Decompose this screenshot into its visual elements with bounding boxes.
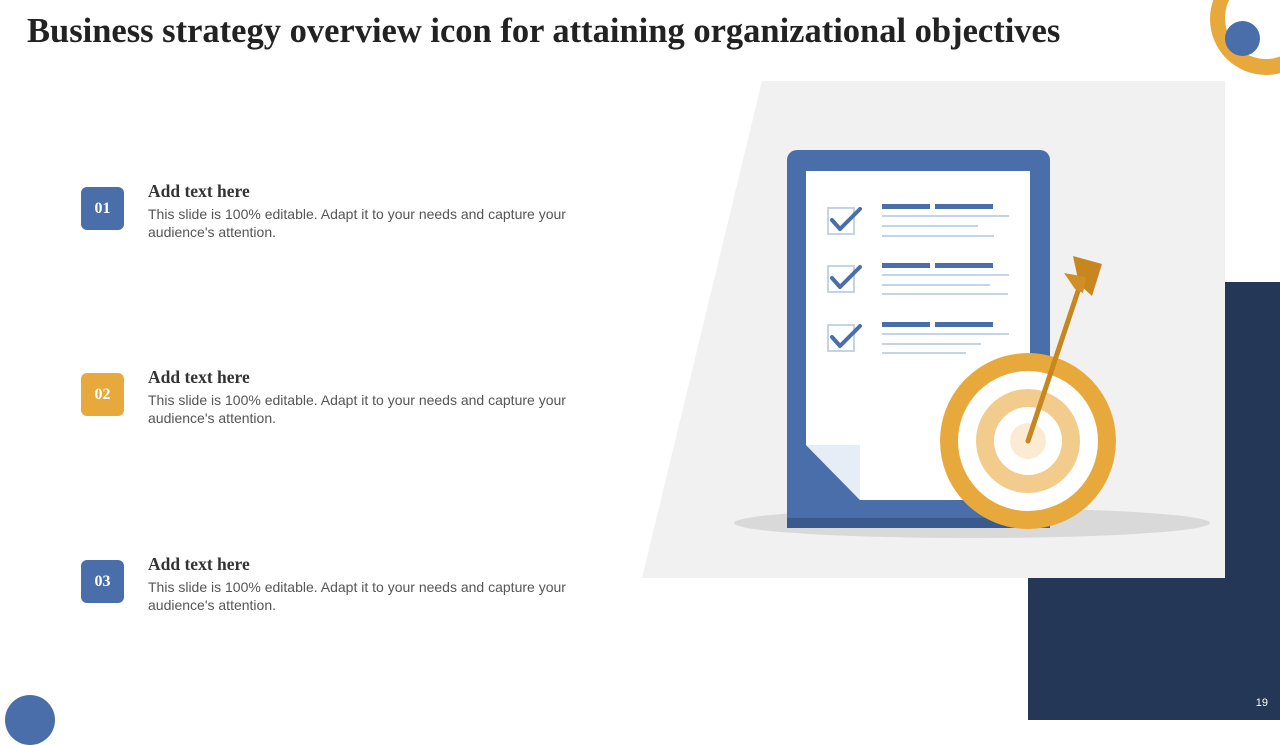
number-badge: 03 [81,560,124,603]
item-description: This slide is 100% editable. Adapt it to your needs and capture your audience's attention. [148,579,566,613]
page-number: 19 [1255,697,1268,709]
corner-dot-decoration [1225,21,1260,56]
number-badge: 02 [81,373,124,416]
number-badge: 01 [81,187,124,230]
strategy-illustration [642,81,1225,578]
item-heading: Add text here [148,181,250,201]
item-heading: Add text here [148,367,250,387]
slide-title: Business strategy overview icon for attaining organizational objectives [27,12,1061,50]
list-item [81,181,581,257]
item-description: This slide is 100% editable. Adapt it to your needs and capture your audience's attention. [148,392,566,426]
item-description: This slide is 100% editable. Adapt it to your needs and capture your audience's attention. [148,206,566,240]
list-item [81,554,581,630]
bottom-dot-decoration [5,695,55,745]
item-heading: Add text here [148,554,250,574]
list-item [81,367,581,443]
